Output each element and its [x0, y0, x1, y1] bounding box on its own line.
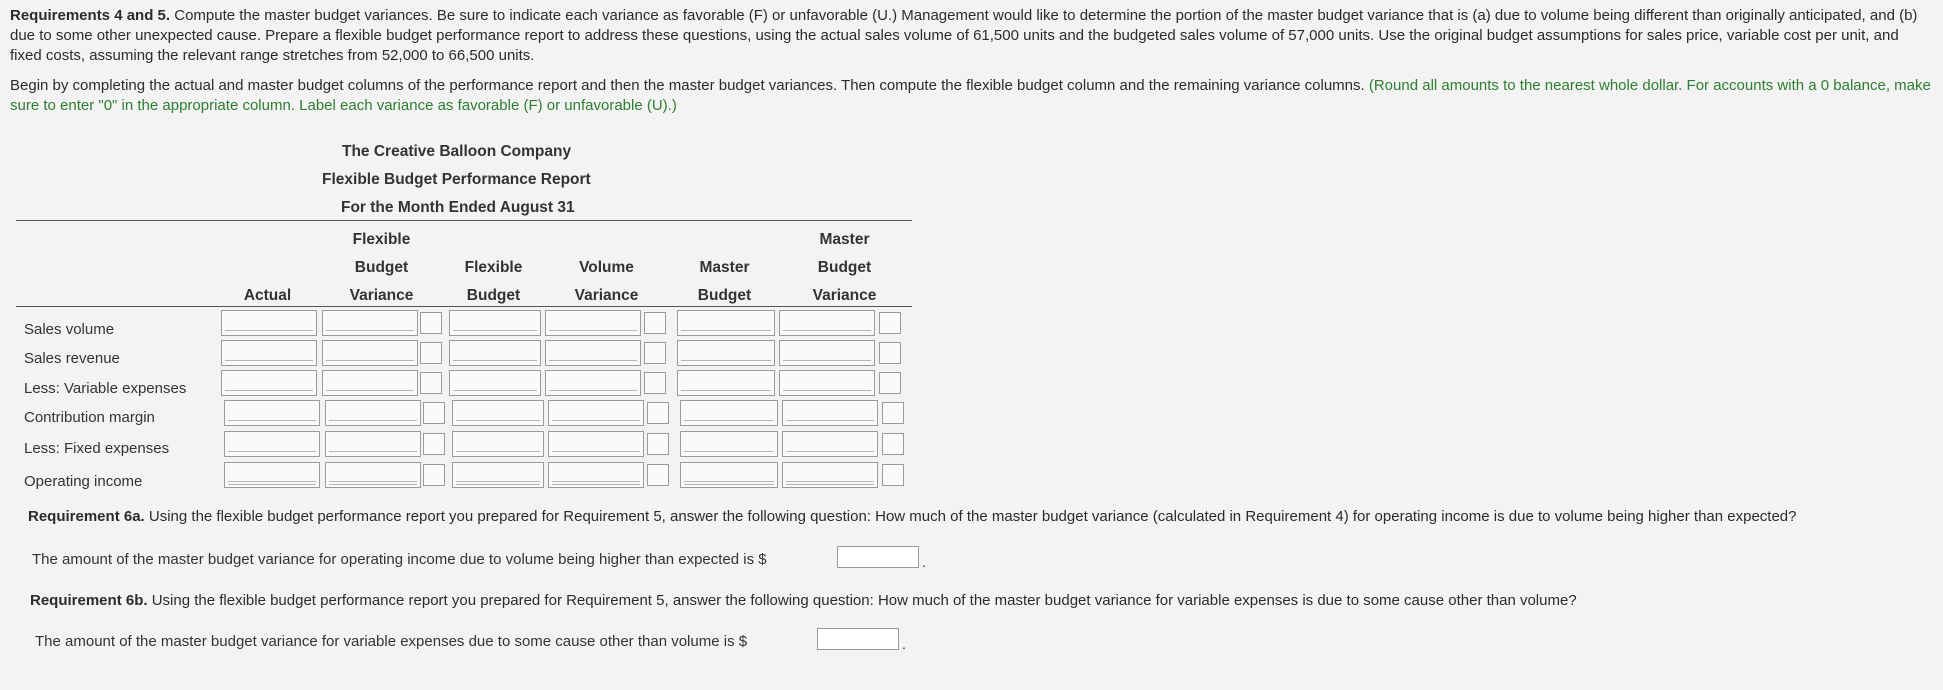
input-operating-income-actual[interactable]	[224, 462, 320, 488]
input-operating-income-master-budget[interactable]	[680, 462, 778, 488]
fu-select-operating-income-flexible-budget-variance[interactable]	[423, 464, 445, 486]
input-underline	[329, 451, 417, 452]
input-underline	[225, 330, 313, 331]
column-header-rule	[16, 306, 912, 307]
req6b-answer-input[interactable]	[817, 628, 899, 650]
fu-select-contribution-margin-flexible-budget-variance[interactable]	[423, 402, 445, 424]
row-label-sales-volume: Sales volume	[24, 321, 115, 338]
input-sales-revenue-master-budget[interactable]	[677, 340, 775, 366]
req6b-text: Using the flexible budget performance report you prepared for Requirement 5, answer the following question: How much of the master budget variance for variable expenses is due to some cause other than volume?	[147, 592, 1577, 609]
input-fixed-expenses-flexible-budget-variance[interactable]	[325, 431, 421, 457]
col-flexible-budget-line1: Flexible	[464, 259, 523, 276]
fu-select-sales-volume-flexible-budget-variance[interactable]	[420, 312, 442, 334]
instructions-text: Begin by completing the actual and master budget columns of the performance report and then the master budget variances. Then compute the flexible budget column and the remaining variance columns.	[10, 77, 1369, 94]
rounding-note: (Round all amounts to the nearest whole dollar. For accounts with a 0 balance, make sure to enter "0" in the appropriate column. Label each variance as favorable (F) or unfavorable (U).)	[10, 77, 1931, 114]
input-underline	[228, 481, 316, 482]
input-underline	[681, 330, 771, 331]
row-label-variable-expenses: Less: Variable expenses	[24, 380, 187, 397]
input-sales-volume-master-budget[interactable]	[677, 310, 775, 336]
input-variable-expenses-master-budget[interactable]	[677, 370, 775, 396]
fu-select-variable-expenses-flexible-budget-variance[interactable]	[420, 372, 442, 394]
input-variable-expenses-actual[interactable]	[221, 370, 317, 396]
input-variable-expenses-flexible-budget[interactable]	[449, 370, 541, 396]
input-underline	[783, 360, 871, 361]
input-variable-expenses-master-budget-variance[interactable]	[779, 370, 875, 396]
fu-select-fixed-expenses-volume-variance[interactable]	[647, 433, 669, 455]
col-actual: Actual	[243, 287, 292, 304]
req6a-text: Using the flexible budget performance report you prepared for Requirement 5, answer the following question: How much of the master budget variance (calculated in Requirement 4) for operating income is due to volume being higher than expected?	[144, 508, 1797, 525]
report-title: Flexible Budget Performance Report	[322, 171, 591, 188]
input-fixed-expenses-flexible-budget[interactable]	[452, 431, 544, 457]
col-volume-variance-line2: Variance	[574, 287, 639, 304]
input-underline	[684, 481, 774, 482]
col-flexible-budget-line2: Budget	[466, 287, 521, 304]
input-underline	[783, 390, 871, 391]
input-sales-volume-master-budget-variance[interactable]	[779, 310, 875, 336]
col-master-budget-variance-line3: Variance	[812, 287, 877, 304]
input-sales-revenue-flexible-budget[interactable]	[449, 340, 541, 366]
input-sales-volume-flexible-budget-variance[interactable]	[322, 310, 418, 336]
fu-select-sales-revenue-volume-variance[interactable]	[644, 342, 666, 364]
req6a-answer-input[interactable]	[837, 546, 919, 568]
input-underline	[786, 451, 874, 452]
req6b-period: .	[902, 636, 906, 652]
input-underline	[228, 451, 316, 452]
col-master-budget-variance-line2: Budget	[817, 259, 872, 276]
req6a-period: .	[922, 554, 926, 570]
input-contribution-margin-flexible-budget[interactable]	[452, 400, 544, 426]
input-underline	[326, 330, 414, 331]
col-flexible-budget-variance-line3: Variance	[349, 287, 414, 304]
input-fixed-expenses-master-budget[interactable]	[680, 431, 778, 457]
input-underline	[453, 390, 537, 391]
fu-select-sales-volume-volume-variance[interactable]	[644, 312, 666, 334]
col-volume-variance-line1: Volume	[579, 259, 634, 276]
req45-heading: Requirements 4 and 5.	[10, 7, 171, 24]
input-underline	[681, 390, 771, 391]
input-fixed-expenses-master-budget-variance[interactable]	[782, 431, 878, 457]
input-underline	[228, 420, 316, 421]
fu-select-variable-expenses-volume-variance[interactable]	[644, 372, 666, 394]
fu-select-variable-expenses-master-budget-variance[interactable]	[879, 372, 901, 394]
input-sales-revenue-master-budget-variance[interactable]	[779, 340, 875, 366]
req6b-answer-label: The amount of the master budget variance for variable expenses due to some cause other than volume is $	[35, 633, 748, 650]
input-underline	[549, 390, 637, 391]
company-name: The Creative Balloon Company	[342, 143, 572, 160]
fu-select-contribution-margin-volume-variance[interactable]	[647, 402, 669, 424]
input-underline	[456, 451, 540, 452]
input-contribution-margin-flexible-budget-variance[interactable]	[325, 400, 421, 426]
instructions-paragraph-2	[10, 76, 1931, 116]
input-underline	[552, 420, 640, 421]
input-operating-income-flexible-budget-variance[interactable]	[325, 462, 421, 488]
input-contribution-margin-volume-variance[interactable]	[548, 400, 644, 426]
fu-select-operating-income-volume-variance[interactable]	[647, 464, 669, 486]
input-sales-volume-volume-variance[interactable]	[545, 310, 641, 336]
input-underline	[681, 360, 771, 361]
input-fixed-expenses-volume-variance[interactable]	[548, 431, 644, 457]
input-underline	[786, 481, 874, 482]
input-variable-expenses-flexible-budget-variance[interactable]	[322, 370, 418, 396]
req6a-answer-label: The amount of the master budget variance for operating income due to volume being higher than expected is $	[32, 551, 767, 568]
instructions-paragraph-1	[10, 6, 1931, 66]
row-label-contribution-margin: Contribution margin	[24, 409, 155, 426]
input-underline	[552, 451, 640, 452]
input-sales-revenue-flexible-budget-variance[interactable]	[322, 340, 418, 366]
row-label-operating-income: Operating income	[24, 473, 143, 490]
input-sales-revenue-volume-variance[interactable]	[545, 340, 641, 366]
req6a-heading: Requirement 6a.	[28, 508, 145, 525]
input-underline	[326, 390, 414, 391]
input-underline	[549, 330, 637, 331]
req6b-heading: Requirement 6b.	[30, 592, 148, 609]
fu-select-sales-revenue-flexible-budget-variance[interactable]	[420, 342, 442, 364]
input-underline	[453, 360, 537, 361]
row-label-sales-revenue: Sales revenue	[24, 350, 120, 367]
fu-select-sales-volume-master-budget-variance[interactable]	[879, 312, 901, 334]
input-fixed-expenses-actual[interactable]	[224, 431, 320, 457]
input-contribution-margin-actual[interactable]	[224, 400, 320, 426]
row-label-fixed-expenses: Less: Fixed expenses	[24, 440, 170, 457]
req6a-question	[28, 507, 1931, 527]
input-underline	[684, 420, 774, 421]
input-underline	[326, 360, 414, 361]
input-sales-volume-actual[interactable]	[221, 310, 317, 336]
col-flexible-budget-variance-line2: Budget	[354, 259, 409, 276]
input-underline	[329, 481, 417, 482]
col-master-budget-line2: Budget	[697, 287, 752, 304]
input-contribution-margin-master-budget[interactable]	[680, 400, 778, 426]
req45-text: Compute the master budget variances. Be sure to indicate each variance as favorable (F) or unfavorable (U.) Management would like to determine the portion of the master budget variance that is (a) due to volume being different than originally anticipated, and (b) due to some other unexpected cause. Prepare a flexible budget performance report to address these questions, using the actual sales volume of 61,500 units and the budgeted sales volume of 57,000 units. Use the original budget assumptions for sales price, variable cost per unit, and fixed costs, assuming the relevant range stretches from 52,000 to 66,500 units.	[10, 7, 1918, 64]
input-underline	[786, 420, 874, 421]
fu-select-operating-income-master-budget-variance[interactable]	[882, 464, 904, 486]
input-underline	[453, 330, 537, 331]
input-underline	[225, 390, 313, 391]
col-flexible-budget-variance-line1: Flexible	[352, 231, 411, 248]
input-contribution-margin-master-budget-variance[interactable]	[782, 400, 878, 426]
input-sales-volume-flexible-budget[interactable]	[449, 310, 541, 336]
report-period: For the Month Ended August 31	[341, 199, 575, 216]
input-underline	[783, 330, 871, 331]
fu-select-contribution-margin-master-budget-variance[interactable]	[882, 402, 904, 424]
col-master-budget-variance-line1: Master	[819, 231, 870, 248]
input-operating-income-flexible-budget[interactable]	[452, 462, 544, 488]
input-variable-expenses-volume-variance[interactable]	[545, 370, 641, 396]
input-underline	[684, 451, 774, 452]
col-master-budget-line1: Master	[699, 259, 750, 276]
input-sales-revenue-actual[interactable]	[221, 340, 317, 366]
input-underline	[456, 481, 540, 482]
header-rule	[16, 220, 912, 221]
req6b-question	[30, 591, 1931, 611]
input-underline	[456, 420, 540, 421]
input-underline	[329, 420, 417, 421]
input-underline	[225, 360, 313, 361]
input-operating-income-master-budget-variance[interactable]	[782, 462, 878, 488]
input-operating-income-volume-variance[interactable]	[548, 462, 644, 488]
input-underline	[552, 481, 640, 482]
input-underline	[549, 360, 637, 361]
fu-select-fixed-expenses-master-budget-variance[interactable]	[882, 433, 904, 455]
fu-select-sales-revenue-master-budget-variance[interactable]	[879, 342, 901, 364]
fu-select-fixed-expenses-flexible-budget-variance[interactable]	[423, 433, 445, 455]
